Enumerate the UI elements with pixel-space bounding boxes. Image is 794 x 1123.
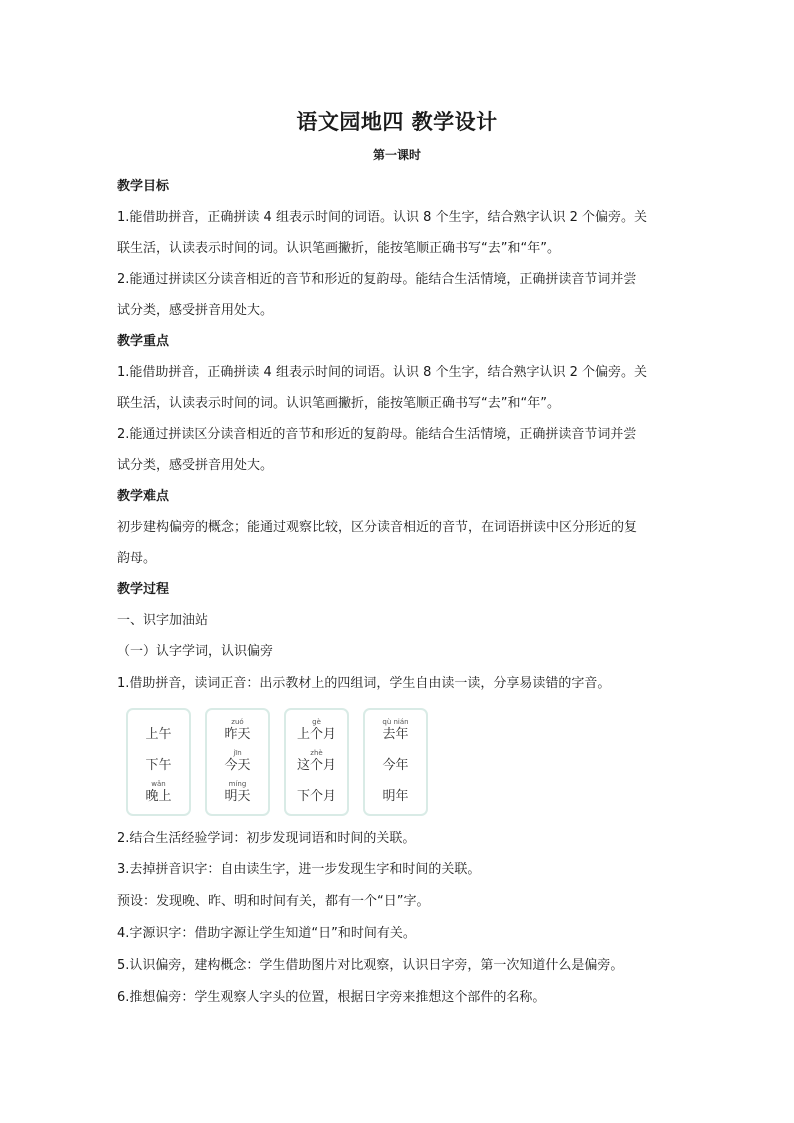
paragraph-line: 试分类，感受拼音用处大。	[117, 458, 274, 473]
word-text: 去年	[382, 727, 409, 742]
paragraph-line: 联生活，认读表示时间的词。认识笔画撇折，能按笔顺正确书写“去”和“年”。	[117, 396, 560, 411]
paragraph-line: （一）认字学词，认识偏旁	[117, 644, 274, 659]
pinyin-label: zhè	[310, 749, 323, 757]
paragraph-line: 2.结合生活经验学词：初步发现词语和时间的关联。	[117, 831, 416, 846]
lesson-subtitle: 第一课时	[372, 148, 421, 162]
word-text: 今天	[224, 758, 251, 773]
section-heading-process: 教学过程	[117, 582, 170, 597]
word-card	[126, 708, 191, 816]
paragraph-line: 初步建构偏旁的概念；能通过观察比较，区分读音相近的音节，在词语拼读中区分形近的复	[117, 520, 638, 535]
word-card-figure	[126, 708, 426, 814]
word-text: 明天	[224, 789, 251, 804]
section-heading-key-points: 教学重点	[117, 334, 170, 349]
word-card	[363, 708, 428, 816]
pinyin-label: qù nián	[382, 718, 409, 726]
word-text: 下午	[145, 758, 172, 773]
word-text: 昨天	[224, 727, 251, 742]
word-text: 明年	[382, 789, 409, 804]
word-text: 下个月	[296, 789, 336, 804]
word-card	[205, 708, 270, 816]
paragraph-line: 1.能借助拼音，正确拼读 4 组表示时间的词语。认识 8 个生字，结合熟字认识 2 个偏旁。关	[117, 210, 648, 225]
section-heading-difficulties: 教学难点	[117, 489, 170, 504]
paragraph-line: 5.认识偏旁，建构概念：学生借助图片对比观察，认识日字旁，第一次知道什么是偏旁。	[117, 958, 624, 973]
paragraph-line: 2.能通过拼读区分读音相近的音节和形近的复韵母。能结合生活情境，正确拼读音节词并尝	[117, 427, 637, 442]
paragraph-line: 4.字源识字：借助字源让学生知道“日”和时间有关。	[117, 926, 416, 941]
paragraph-line: 联生活，认读表示时间的词。认识笔画撇折，能按笔顺正确书写“去”和“年”。	[117, 241, 560, 256]
paragraph-line: 2.能通过拼读区分读音相近的音节和形近的复韵母。能结合生活情境，正确拼读音节词并尝	[117, 272, 637, 287]
pinyin-label: míng	[228, 780, 247, 788]
word-text: 这个月	[296, 758, 336, 773]
pinyin-label: wǎn	[151, 780, 166, 788]
pinyin-label: gè	[312, 718, 321, 726]
paragraph-line: 1.能借助拼音，正确拼读 4 组表示时间的词语。认识 8 个生字，结合熟字认识 2 个偏旁。关	[117, 365, 648, 380]
paragraph-line: 试分类，感受拼音用处大。	[117, 303, 274, 318]
paragraph-line: 韵母。	[117, 551, 157, 566]
paragraph-line: 1.借助拼音，读词正音：出示教材上的四组词，学生自由读一读，分享易读错的字音。	[117, 676, 611, 691]
pinyin-label: zuó	[231, 718, 244, 726]
word-card	[284, 708, 349, 816]
word-text: 晚上	[145, 789, 172, 804]
pinyin-label: jīn	[233, 749, 242, 757]
paragraph-line: 3.去掉拼音识字：自由读生字，进一步发现生字和时间的关联。	[117, 862, 481, 877]
word-text: 今年	[382, 758, 409, 773]
paragraph-line: 6.推想偏旁：学生观察人字头的位置，根据日字旁来推想这个部件的名称。	[117, 990, 546, 1005]
word-text: 上午	[145, 727, 172, 742]
word-text: 上个月	[296, 727, 336, 742]
paragraph-line: 一、识字加油站	[117, 613, 209, 628]
paragraph-line: 预设：发现晚、昨、明和时间有关，都有一个“日”字。	[117, 894, 430, 909]
section-heading-objectives: 教学目标	[117, 179, 170, 194]
document-title: 语文园地四 教学设计	[296, 110, 498, 134]
